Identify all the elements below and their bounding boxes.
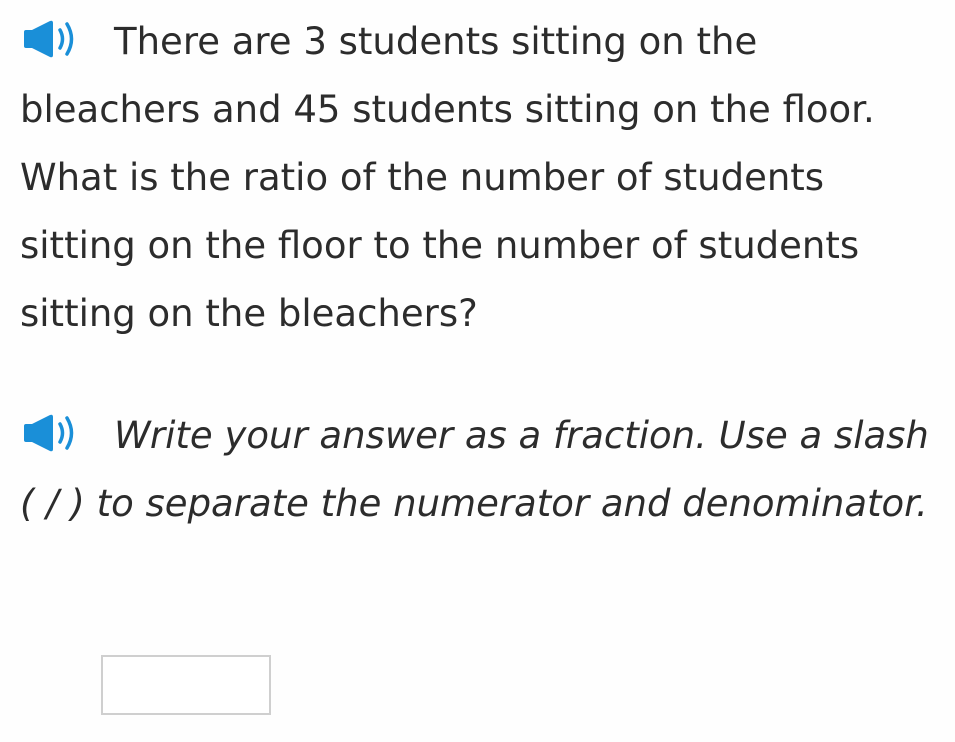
question-block (20, 8, 945, 348)
instruction-text: Write your answer as a fraction. Use a slash ( / ) to separate the numerator and denominator. (20, 414, 929, 525)
speaker-icon (20, 19, 88, 59)
instruction-block (20, 402, 945, 538)
instruction-audio-button[interactable] (20, 413, 88, 453)
speaker-icon (20, 413, 88, 453)
answer-input[interactable] (101, 655, 271, 715)
question-audio-button[interactable] (20, 19, 88, 59)
question-text: There are 3 students sitting on the bleachers and 45 students sitting on the floor. What is the ratio of the number of students sitting on the floor to the number of students sitting on the bleachers? (20, 20, 875, 335)
